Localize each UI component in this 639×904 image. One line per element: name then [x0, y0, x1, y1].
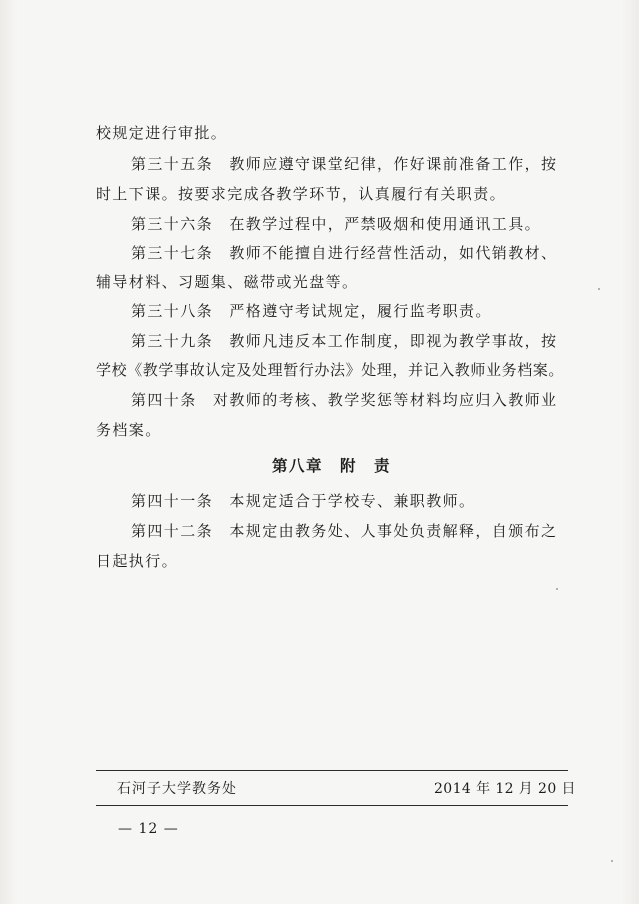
article-40: 第四十条 对教师的考核、教学奖惩等材料均应归入教师业: [131, 391, 558, 409]
article-39: 第三十九条 教师凡违反本工作制度，即视为教学事故，按: [131, 332, 558, 350]
text-line: 学校《教学事故认定及处理暂行办法》处理，并记入教师业务档案。: [96, 361, 565, 379]
text-line: 日起执行。: [96, 552, 179, 570]
text-line: 务档案。: [96, 421, 162, 439]
article-37: 第三十七条 教师不能擅自进行经营性活动，如代销教材、: [131, 244, 558, 262]
chapter-title: 第八章 附 责: [272, 457, 392, 475]
scan-speck: [598, 288, 600, 290]
article-41: 第四十一条 本规定适合于学校专、兼职教师。: [131, 492, 476, 510]
text-line: 时上下课。按要求完成各教学环节，认真履行有关职责。: [96, 185, 507, 203]
text-line: 校规定进行审批。: [96, 124, 228, 142]
footer-top-rule: [96, 770, 568, 771]
article-42: 第四十二条 本规定由教务处、人事处负责解释，自颁布之: [131, 522, 558, 540]
article-38: 第三十八条 严格遵守考试规定，履行监考职责。: [131, 302, 492, 320]
scan-speck: [556, 588, 558, 590]
issuing-organization: 石河子大学教务处: [117, 781, 237, 797]
scan-speck: [611, 860, 613, 862]
page-number: — 12 —: [118, 821, 179, 837]
article-36: 第三十六条 在教学过程中，严禁吸烟和使用通讯工具。: [131, 215, 542, 233]
footer-bottom-rule: [96, 805, 568, 806]
issue-date: 2014 年 12 月 20 日: [434, 781, 576, 797]
text-line: 辅导材料、习题集、磁带或光盘等。: [96, 273, 359, 291]
article-35: 第三十五条 教师应遵守课堂纪律，作好课前准备工作，按: [131, 155, 558, 173]
